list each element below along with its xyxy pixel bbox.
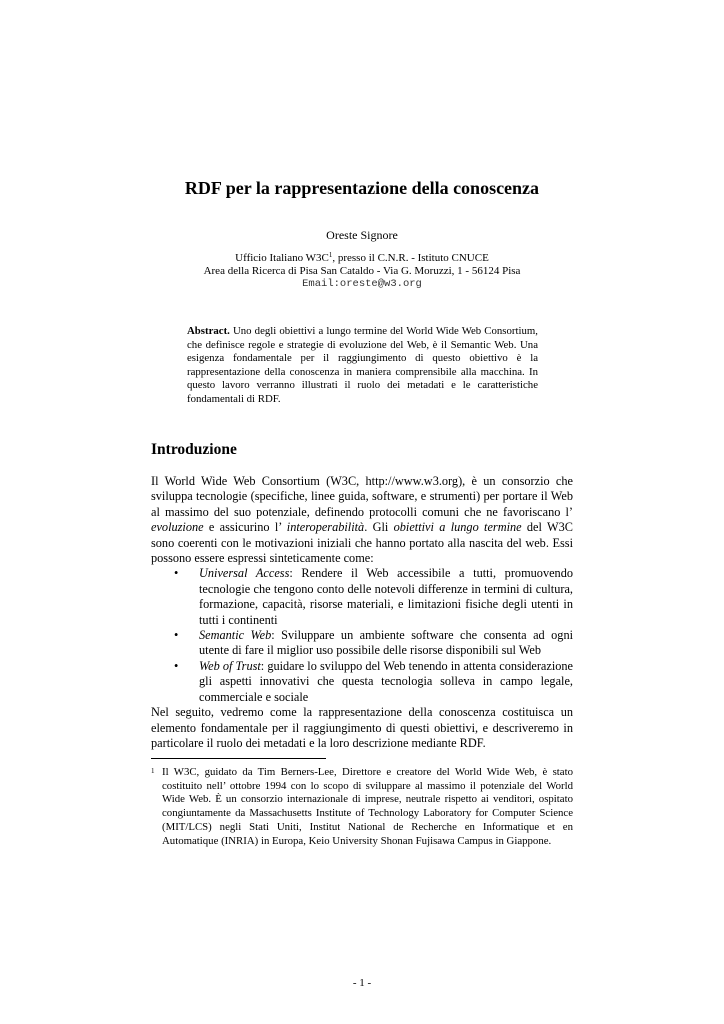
intro-text: e assicurino l’ <box>203 520 287 535</box>
abstract <box>187 325 538 406</box>
section-body <box>151 474 573 751</box>
footnote-mark: 1 <box>151 767 155 775</box>
author-email: Email:oreste@w3.org <box>302 278 422 290</box>
footnote-text: Il W3C, guidato da Tim Berners-Lee, Direttore e creatore del World Wide Web, è stato costituito nell’ ottobre 1994 con lo scopo di sviluppare al massimo il potenziale del World Wide Web. È un consorzio internazionale di imprese, neutrale rispetto ai venditori, ospitato congiuntamente da Massachusetts Institute of Technology Laboratory for Computer Science (MIT/LCS) negli Stati Uniti, Institut National de Recherche en Informatique et en Automatique (INRIA) in Europa, Keio University Shonan Fujisawa Campus in Giappone. <box>162 766 573 847</box>
intro-italic: evoluzione <box>151 520 204 535</box>
affiliation-office: Ufficio Italiano W3C <box>235 252 329 264</box>
list-item-desc: : Sviluppare un ambiente software che consenta ad ogni utente di fare il miglior uso possibile delle risorse disponibili sul Web <box>199 628 574 658</box>
list-item-desc: : guidare lo sviluppo del Web tenendo in attenta considerazione gli aspetti innovativi che questa tecnologia solleva in campo legale, commerciale e sociale <box>199 658 573 704</box>
list-item-desc: : Rendere il Web accessibile a tutti, promuovendo tecnologie che tengono conto delle notevoli differenze in termini di cultura, formazione, capacità, risorse materiali, e limitazioni fisiche degli utenti in tutti i continenti <box>199 566 573 627</box>
affiliation-address: Area della Ricerca di Pisa San Cataldo - Via G. Moruzzi, 1 - 56124 Pisa <box>203 265 521 277</box>
affiliation-line-1 <box>0 252 724 265</box>
intro-italic: obiettivi a lungo termine <box>393 520 522 535</box>
affiliation-block <box>0 252 724 291</box>
intro-italic: interoperabilità <box>286 520 365 535</box>
author-name: Oreste Signore <box>326 228 398 242</box>
footnote-ref: 1 <box>328 251 333 259</box>
closing-paragraph: Nel seguito, vedremo come la rappresentazione della conoscenza costituisca un elemento fondamentale per il raggiungimento di questi obiettivi, e descriveremo in particolare il ruolo dei metadati e la loro descrizione mediante RDF. <box>151 705 573 750</box>
paper-title: RDF per la rappresentazione della conoscenza <box>184 178 540 198</box>
list-item-text <box>175 566 573 628</box>
footnote-separator <box>151 758 326 759</box>
list-item <box>151 566 573 628</box>
section-heading: Introduzione <box>151 441 237 458</box>
goals-list <box>151 566 573 705</box>
intro-text: . Gli <box>364 520 394 535</box>
list-item-term: Semantic Web <box>199 628 272 643</box>
intro-paragraph <box>151 474 573 566</box>
list-item <box>151 628 573 659</box>
intro-text: Il World Wide Web Consortium (W3C, http://www.w3.org), è un consorzio che sviluppa tecnologie (specifiche, linee guida, software, e strumenti) per portare il Web al massimo del suo potenziale, definendo protocolli comuni che ne favoriscano l’ <box>151 474 573 519</box>
list-item <box>151 659 573 705</box>
affiliation-institute: , presso il C.N.R. - Istituto CNUCE <box>332 252 489 264</box>
list-item-term: Web of Trust <box>199 658 261 673</box>
page-number: - 1 - <box>352 977 372 989</box>
intro-text: del W3C sono coerenti con le motivazioni iniziali che hanno portato alla nascita del web. Essi possono essere espressi sinteticamente come: <box>151 520 573 566</box>
list-item-term: Universal Access <box>199 566 290 581</box>
footnote <box>151 766 573 848</box>
abstract-text: Uno degli obiettivi a lungo termine del World Wide Web Consortium, che definisce regole e strategie di evoluzione del Web, è il Semantic Web. Una esigenza fondamentale per il raggiungimento di questo obiettivo è la rappresentazione della conoscenza in maniera comprensibile alla macchina. In questo lavoro verranno illustrati il ruolo dei metadati e le caratteristiche fondamentali di RDF. <box>187 325 538 405</box>
abstract-label: Abstract. <box>187 325 230 337</box>
list-item-text <box>175 628 573 659</box>
list-item-text <box>175 659 573 705</box>
